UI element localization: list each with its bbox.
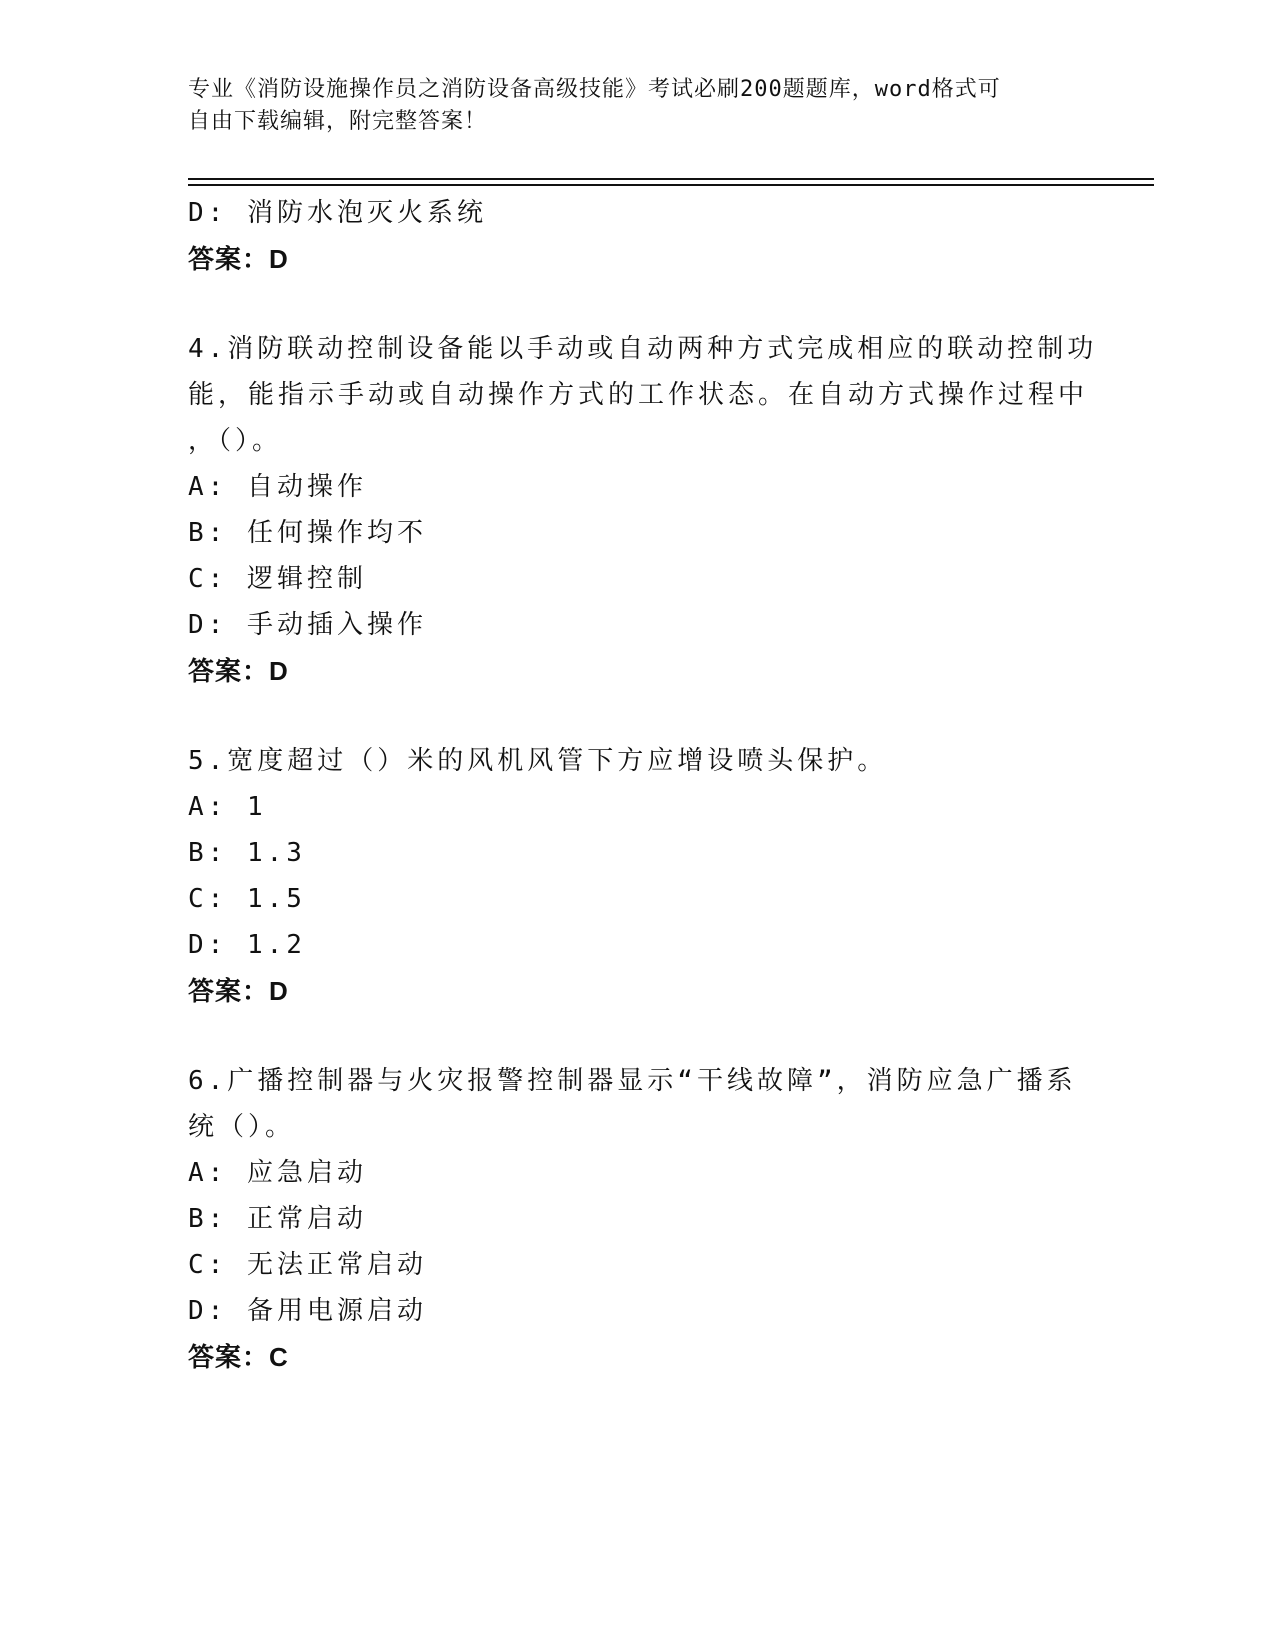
option-a: A: 1 [188,792,267,822]
header-line-2: 自由下载编辑，附完整答案！ [188,109,488,134]
spacer [188,1014,1088,1058]
question-text-line-2: 统（）。 [188,1112,296,1142]
question-text-line-1: 4.消防联动控制设备能以手动或自动两种方式完成相应的联动控制功 [188,334,1098,364]
answer: 答案：D [188,244,289,274]
document-header [188,74,1078,138]
spacer [188,694,1088,738]
header-divider-bottom [188,184,1154,186]
question-5 [188,738,1088,1014]
option-b: B: 1.3 [188,838,306,868]
answer: 答案：C [188,1342,289,1372]
question-6 [188,1058,1088,1380]
question-3 [188,190,1088,282]
option-b: B: 正常启动 [188,1204,367,1234]
option-d: D: 手动插入操作 [188,610,427,640]
header-divider-top [188,178,1154,180]
question-text-line-1: 6.广播控制器与火灾报警控制器显示“干线故障”，消防应急广播系 [188,1066,1077,1096]
question-list [188,190,1098,1380]
question-4 [188,326,1098,694]
question-text-line-3: ，（）。 [188,426,283,456]
option-b: B: 任何操作均不 [188,518,427,548]
option-c: C: 逻辑控制 [188,564,367,594]
question-text-line-1: 5.宽度超过（）米的风机风管下方应增设喷头保护。 [188,746,888,776]
option-c: C: 1.5 [188,884,306,914]
option-a: A: 应急启动 [188,1158,367,1188]
option-d: D: 消防水泡灭火系统 [188,198,487,228]
header-line-1: 专业《消防设施操作员之消防设备高级技能》考试必刷200题题库，word格式可 [188,77,1001,102]
option-a: A: 自动操作 [188,472,367,502]
question-text-line-2: 能，能指示手动或自动操作方式的工作状态。在自动方式操作过程中 [188,380,1089,410]
option-d: D: 1.2 [188,930,306,960]
option-c: C: 无法正常启动 [188,1250,427,1280]
spacer [188,282,1088,326]
answer: 答案：D [188,656,289,686]
answer: 答案：D [188,976,289,1006]
option-d: D: 备用电源启动 [188,1296,427,1326]
